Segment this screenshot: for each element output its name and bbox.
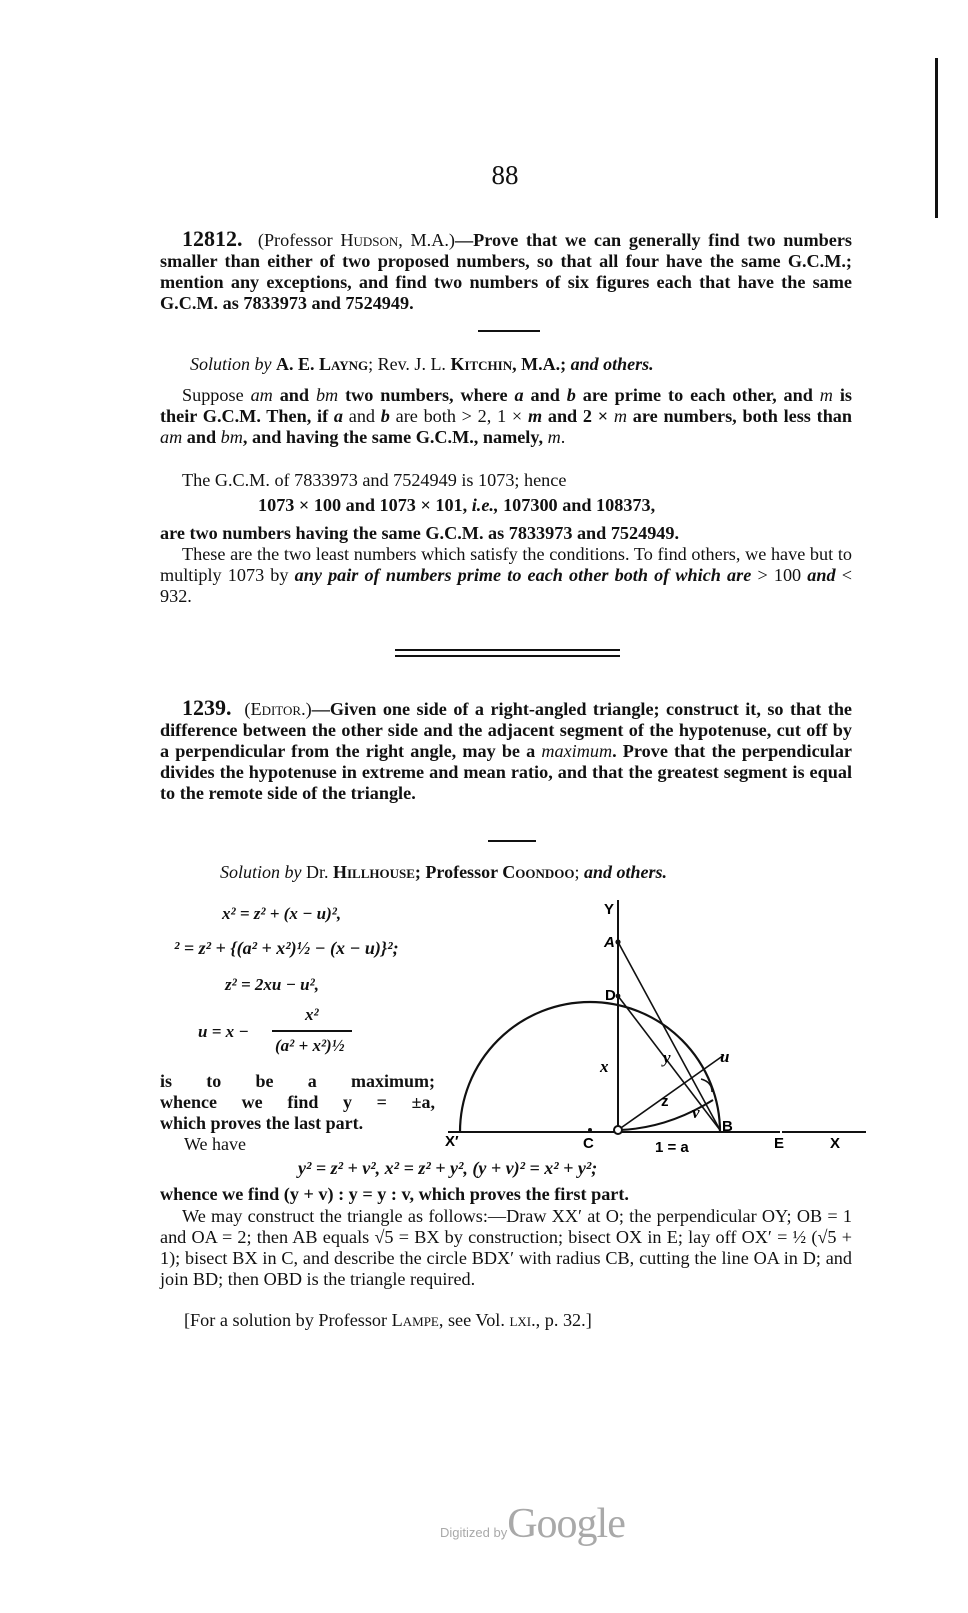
- problem-statement: —Prove that we can generally find two numbers smaller than either of two proposed numbers, so that all four have the same G.C.M.; mention any exceptions, and find two numbers of six figures each that have the same G.C.M. as 7833973 and 7524949.: [160, 230, 852, 313]
- equation-5: y² = z² + v², x² = z² + y², (y + v)² = x² + y²;: [298, 1158, 598, 1178]
- solution-paragraph: are two numbers having the same G.C.M. as 7833973 and 7524949.: [160, 523, 680, 543]
- equation-4-numerator: x²: [305, 1005, 319, 1024]
- circle-bdx: [460, 1002, 720, 1132]
- equation-2: ² = z² + {(a² + x²)½ − (x − u)}²;: [174, 938, 399, 958]
- solution-paragraph: The G.C.M. of 7833973 and 7524949 is 1073; hence: [182, 470, 567, 490]
- equation-3: z² = 2xu − u²,: [225, 975, 319, 994]
- problem-12812: 12812. (Professor Hudson, M.A.)—Prove that we can generally find two numbers smaller than either of two proposed numbers, so that all four have the same G.C.M.; mention any exceptions, and find two numbers of six figures each that have the same G.C.M. as 7833973 and 7524949.: [160, 226, 852, 313]
- line-ab: [618, 942, 720, 1130]
- page-number: 88: [491, 160, 519, 190]
- label-u: u: [720, 1047, 730, 1066]
- side-text: whence we find y = ±a,: [160, 1092, 435, 1112]
- solver-name: Coondoo: [502, 862, 575, 882]
- label-x-end: X: [830, 1135, 841, 1152]
- fraction-bar: [272, 1030, 352, 1032]
- label-y: y: [663, 1048, 671, 1067]
- divider-short: [478, 330, 540, 332]
- divider-short: [488, 840, 536, 842]
- section-divider-bottom: [395, 655, 620, 657]
- label-v: v: [692, 1103, 700, 1122]
- point-c: [588, 1128, 592, 1132]
- solver-name: Hillhouse: [333, 862, 415, 882]
- side-text: We have: [184, 1134, 247, 1154]
- label-x-prime: X′: [445, 1133, 459, 1150]
- label-b: B: [722, 1118, 733, 1135]
- solution-equation: 1073 × 100 and 1073 × 101, i.e., 107300 and 108373,: [258, 495, 656, 515]
- equation-1: x² = z² + (x − u)²,: [222, 904, 342, 923]
- label-one-eq-a: 1 = a: [655, 1139, 689, 1156]
- solution-paragraph: Suppose am and bm two numbers, where a and b are prime to each other, and m is their G.C.M. Then, if a and b are both > 2, 1 × m and 2 × m are numbers, both less than am and bm, and having the same G.C.M., namely, m.: [160, 385, 853, 447]
- geometry-diagram: [440, 890, 870, 1160]
- author-name: Hudson: [340, 230, 399, 250]
- point-o: [614, 1126, 622, 1134]
- equation-4-lhs: u = x −: [198, 1022, 249, 1041]
- problem-number: 12812.: [182, 226, 243, 251]
- digitized-by-google-watermark: Digitized byGoogle: [440, 1501, 625, 1547]
- solution-byline: Solution by Dr. Hillhouse; Professor Coondoo; and others.: [220, 862, 668, 882]
- problem-1239: 1239. (Editor.)—Given one side of a right-angled triangle; construct it, so that the difference between the other side and the adjacent segment of the hypotenuse, cut off by a perpendicular from the right angle, may be a maximum. Prove that the perpendicular divides the hypotenuse in extreme and mean ratio, and that the greatest segment is equal to the remote side of the triangle.: [160, 695, 853, 803]
- solution-paragraph: These are the two least numbers which satisfy the conditions. To find others, we have but to multiply 1073 by any pair of numbers prime to each other both of which are > 100 and < 932.: [160, 544, 852, 606]
- section-divider-top: [395, 649, 620, 651]
- footnote: [For a solution by Professor Lampe, see Vol. lxi., p. 32.]: [184, 1310, 592, 1330]
- label-a: A: [604, 934, 615, 951]
- scan-edge-mark: [935, 58, 938, 218]
- side-text: which proves the last part.: [160, 1113, 364, 1133]
- label-y-axis: Y: [604, 901, 615, 918]
- construction-paragraph: We may construct the triangle as follows:—Draw XX′ at O; the perpendicular OY; OB = 1 and OA = 2; then AB equals √5 = BX by construction; bisect OX in E; lay off OX′ = ½ (√5 + 1); bisect BX in C, and describe the circle BDX′ with radius CB, cutting the line OA in D; and join BD; then OBD is the triangle required.: [160, 1206, 852, 1289]
- solution-paragraph: whence we find (y + v) : y = y : v, which proves the first part.: [160, 1184, 629, 1204]
- label-x: x: [600, 1057, 609, 1076]
- equation-4-denominator: (a² + x²)½: [275, 1036, 345, 1055]
- solver-name: Layng: [319, 354, 369, 374]
- solver-name: Kitchin: [450, 354, 513, 374]
- point-d: [616, 994, 621, 999]
- solution-byline: Solution by A. E. Layng; Rev. J. L. Kitchin, M.A.; and others.: [190, 354, 654, 374]
- label-c: C: [583, 1135, 594, 1152]
- author-name: (Editor.): [244, 699, 312, 719]
- side-text: is to be a maximum;: [160, 1071, 435, 1091]
- point-a: [615, 939, 620, 944]
- label-z: z: [661, 1093, 669, 1110]
- label-d: D: [605, 987, 616, 1004]
- label-e: E: [774, 1135, 785, 1152]
- problem-number: 1239.: [182, 695, 232, 720]
